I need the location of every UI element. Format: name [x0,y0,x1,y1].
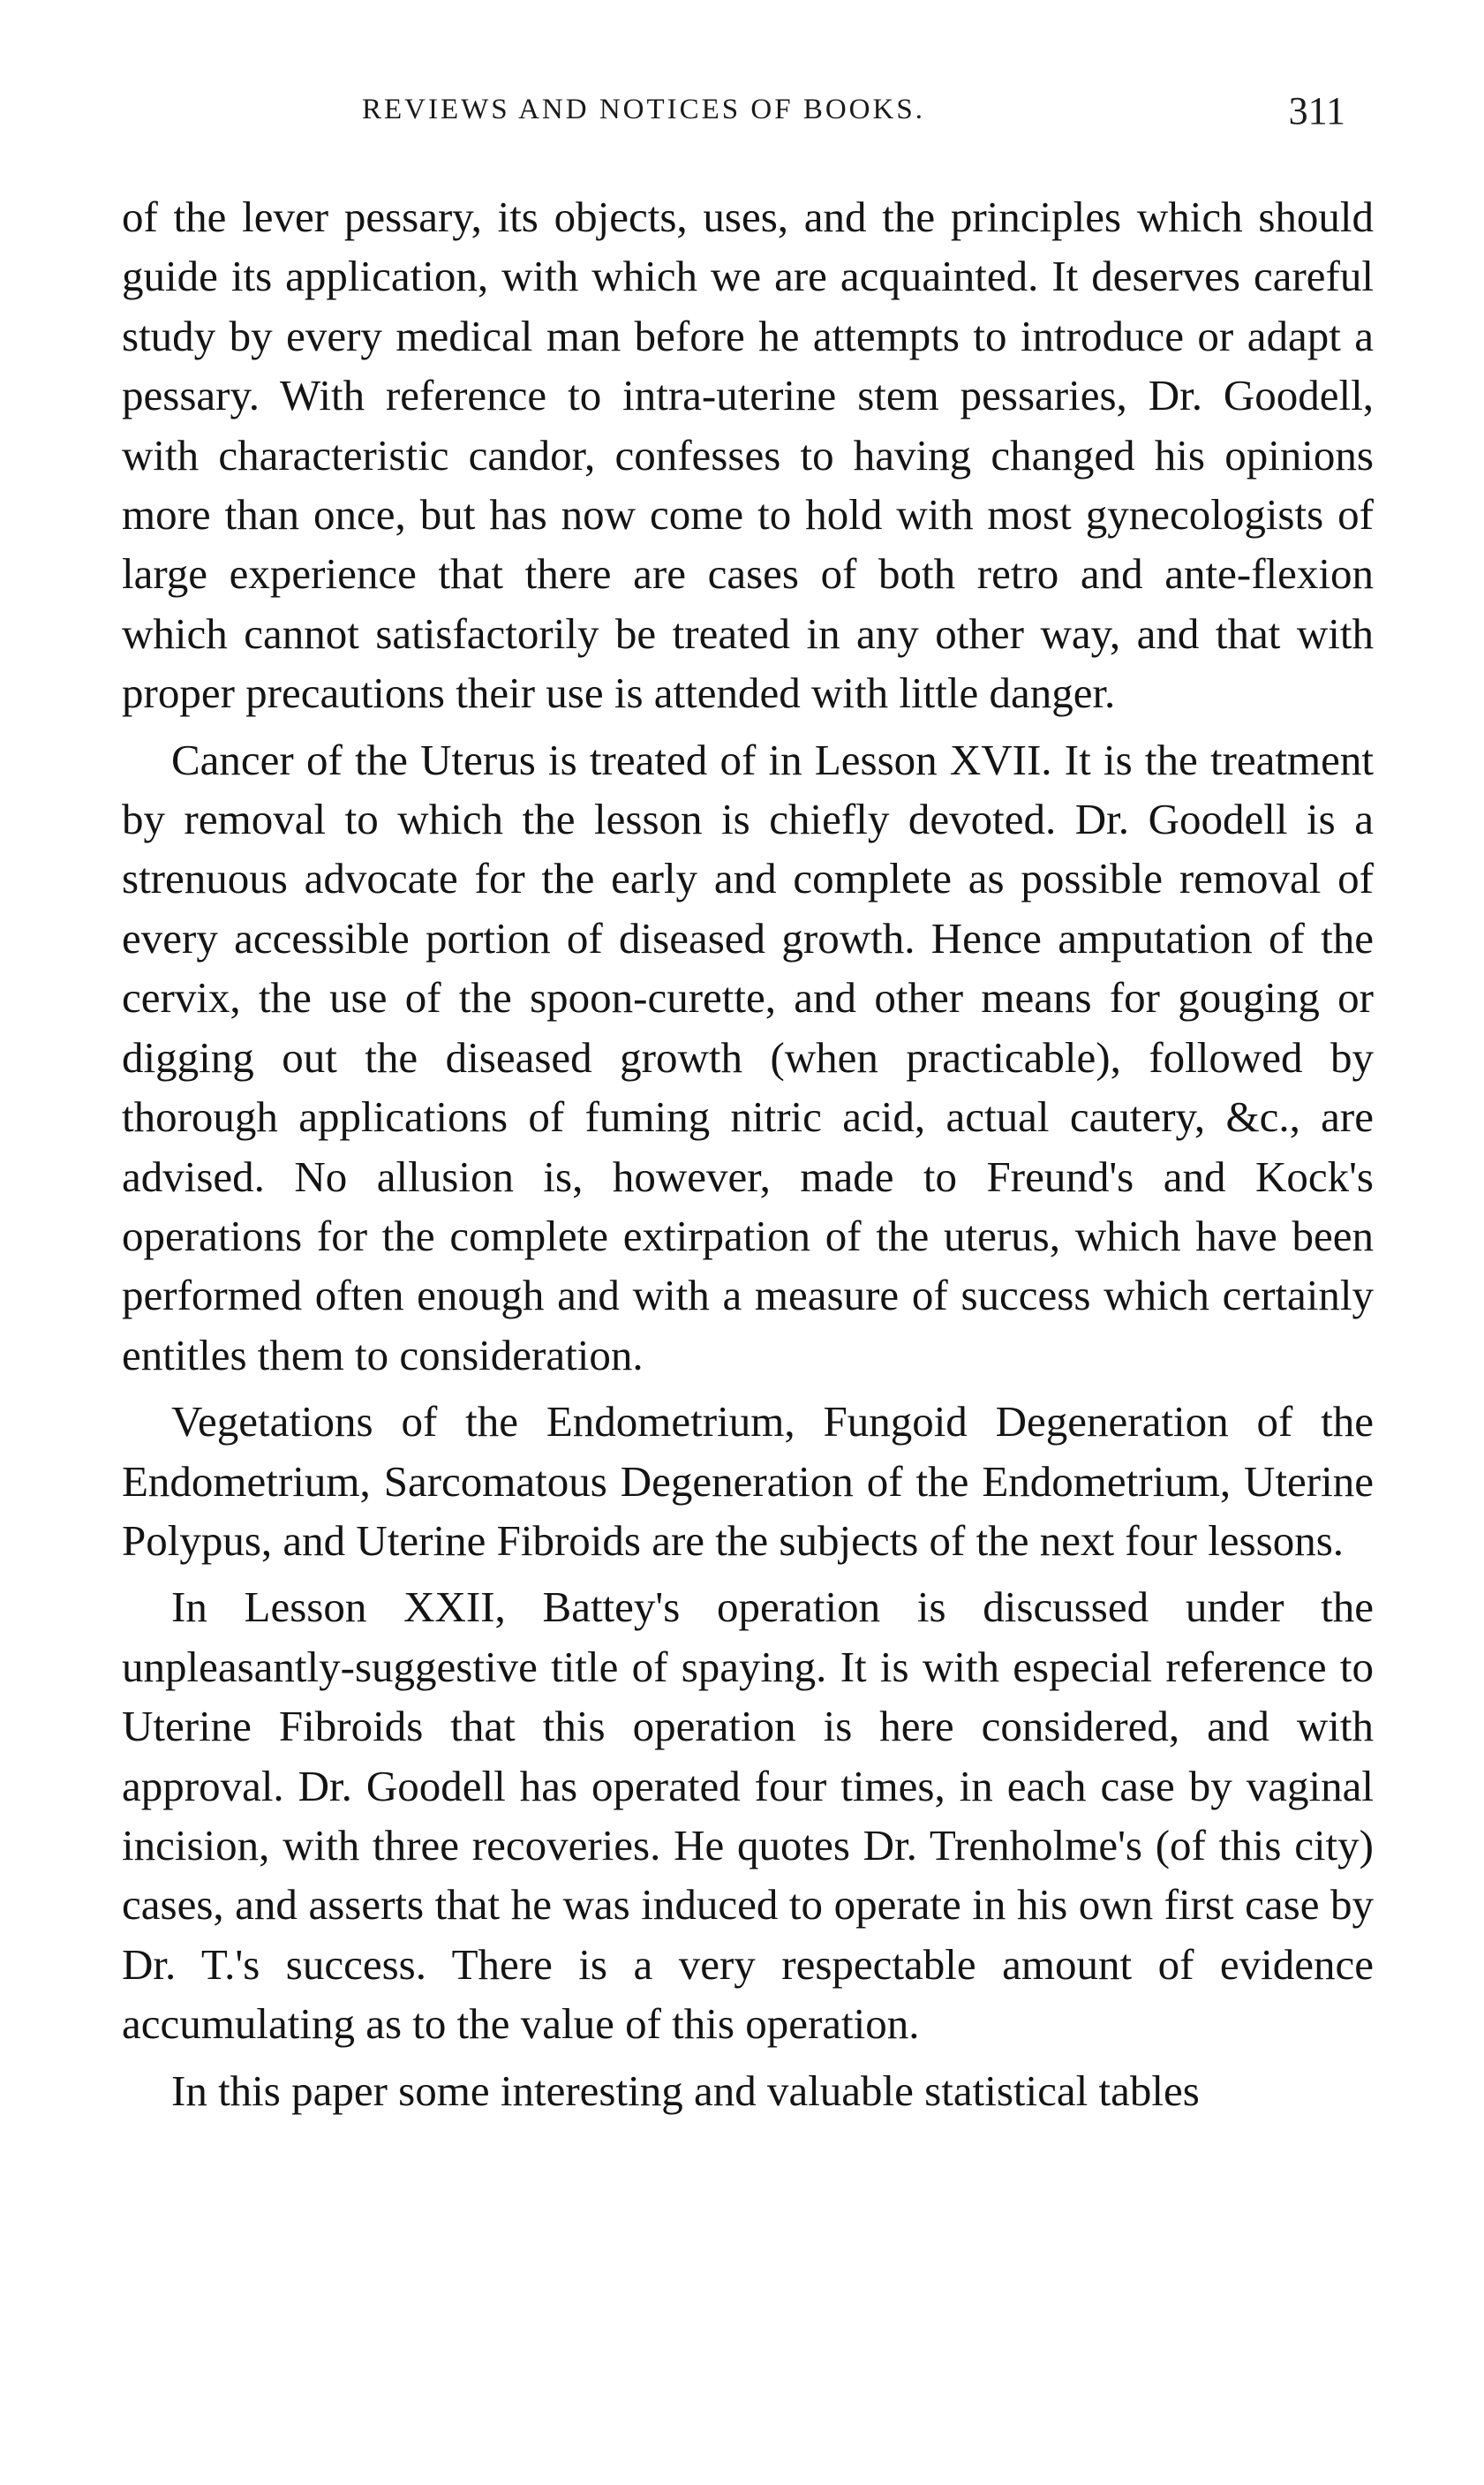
page-number: 311 [1288,89,1345,132]
paragraph-battey-operation: In Lesson XXII, Battey's operation is discussed under the unpleasantly-suggestive title of spaying. It is with especial reference to Uterine Fibroids that this operation is here considered, and with approval. Dr. Goodell has operated four times, in each case by vaginal incision, with three recoveries. He quotes Dr. Trenholme's (of this city) cases, and asserts that he was induced to operate in his own first case by Dr. T.'s success. There is a very respectable amount of evidence accumulating as to the value of this operation. [122,1582,1374,2049]
paragraph-cancer-of-uterus: Cancer of the Uterus is treated of in Lesson XVII. It is the treatment by removal to which the lesson is chiefly devoted. Dr. Goodell is a strenuous advocate for the early and complete as possible removal of every accessible portion of diseased growth. Hence amputation of the cervix, the use of the spoon-curette, and other means for gouging or digging out the diseased growth (when practicable), followed by thorough applications of fuming nitric acid, actual cautery, &c., are advised. No allusion is, however, made to Freund's and Kock's operations for the complete extirpation of the uterus, which have been performed often enough and with a measure of success which certainly entitles them to consideration. [122,735,1374,1379]
running-title: REVIEWS AND NOTICES OF BOOKS. [362,94,925,125]
body-text [122,187,1374,2120]
running-head [115,88,1368,141]
paragraph-statistical-tables: In this paper some interesting and valuable statistical tables [171,2066,1200,2115]
paragraph-lever-pessary: of the lever pessary, its objects, uses, and the principles which should guide its application, with which we are acquainted. It deserves careful study by every medical man before he attempts to introduce or adapt a pessary. With reference to intra-uterine stem pessaries, Dr. Goodell, with characteristic candor, confesses to having changed his opinions more than once, but has now come to hold with most gynecologists of large experience that there are cases of both retro and ante-flexion which cannot satisfactorily be treated in any other way, and that with proper precautions their use is attended with little danger. [122,193,1374,718]
paragraph-vegetations-endometrium: Vegetations of the Endometrium, Fungoid Degeneration of the Endometrium, Sarcomatous Degeneration of the Endometrium, Uterine Polypus, and Uterine Fibroids are the subjects of the next four lessons. [122,1397,1374,1565]
